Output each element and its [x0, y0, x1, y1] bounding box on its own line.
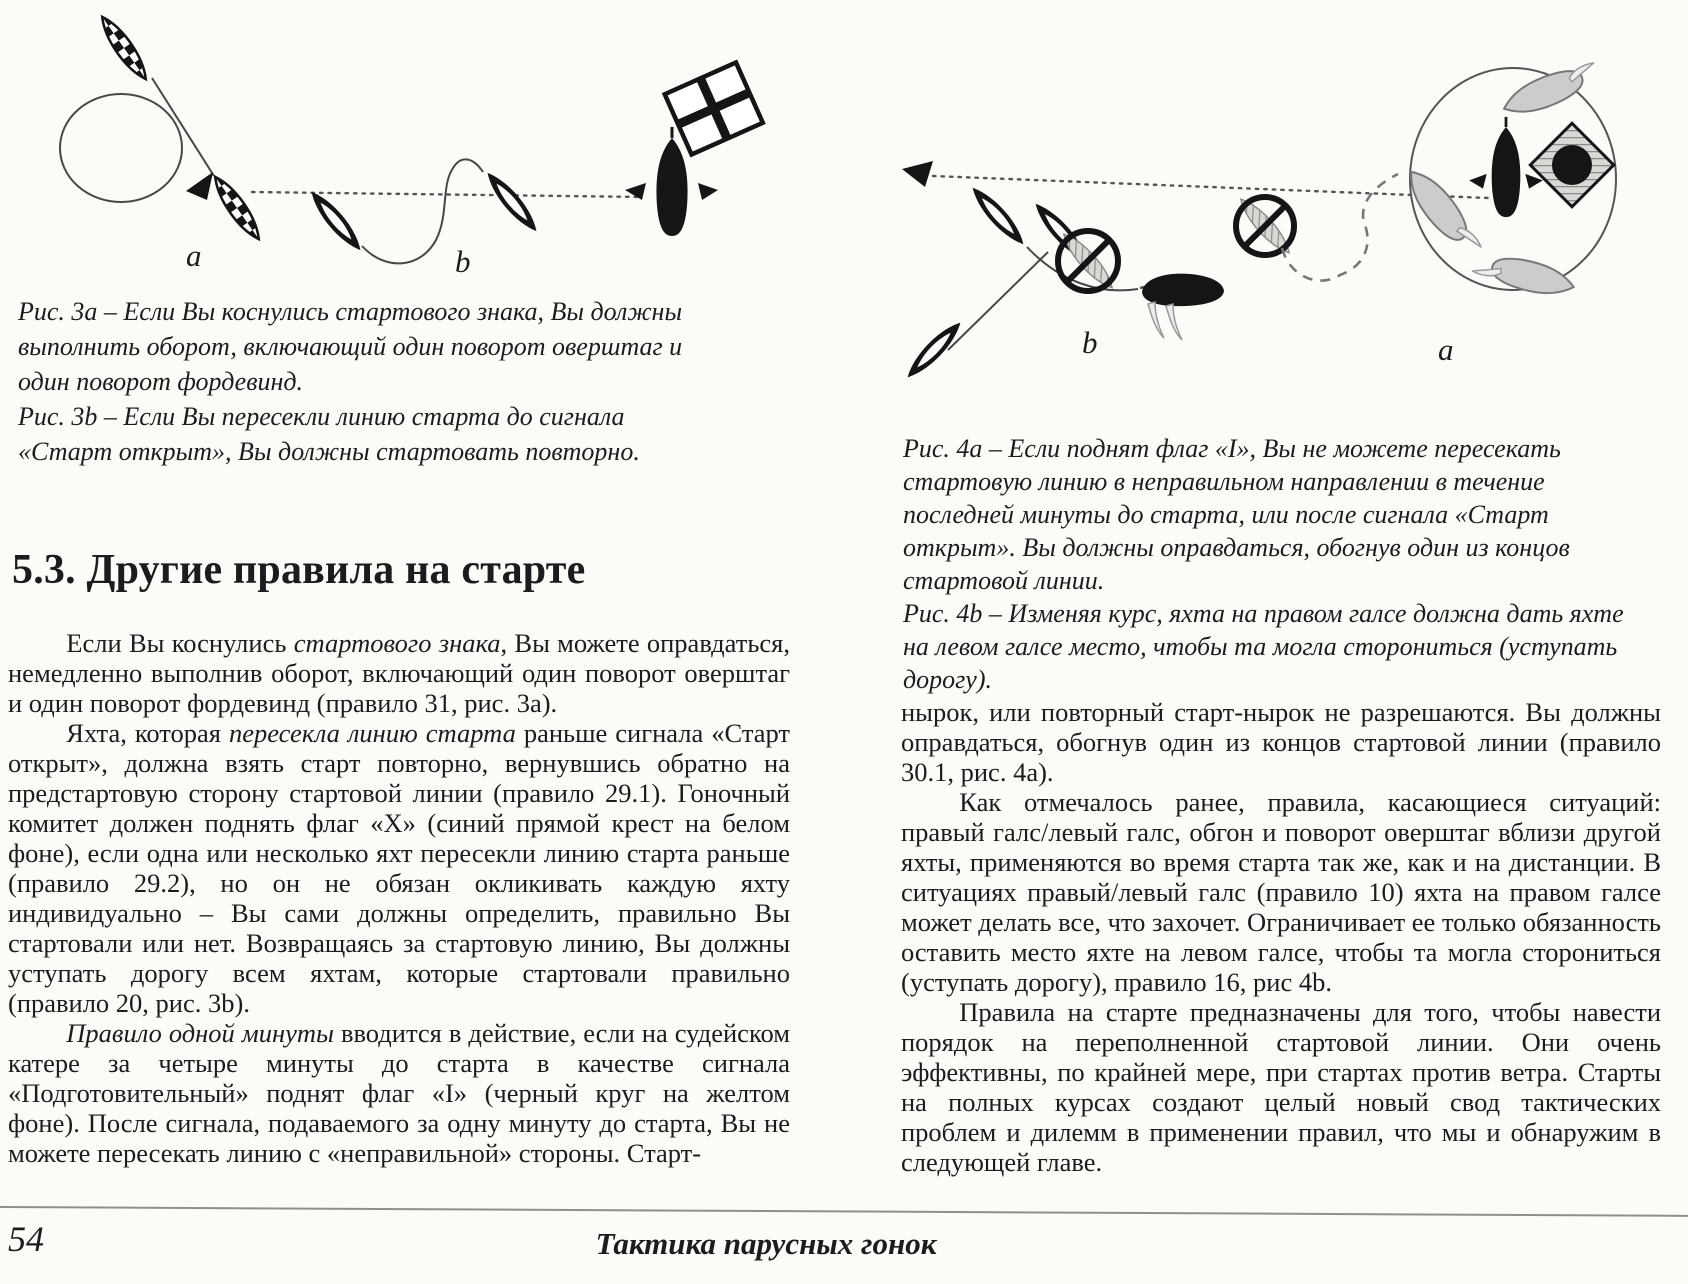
- sailboat-gray-left: [1400, 162, 1487, 261]
- start-line-dotted: [933, 176, 1488, 198]
- right-text-column: [901, 697, 1661, 1177]
- page-number: 54: [8, 1219, 44, 1259]
- figure-4-diagram: [820, 20, 1688, 410]
- sailboat-checkered-upper: [95, 12, 152, 84]
- figure3-caption-a: Рис. 3а – Если Вы коснулись стартового знака, Вы должны выполнить оборот, включающий один поворот оверштаг и один поворот фордевинд.: [18, 297, 683, 396]
- circle-slash-icon: [1058, 229, 1118, 293]
- sailboat-black-1: [966, 182, 1029, 250]
- section-heading: 5.3. Другие правила на старте: [12, 547, 586, 593]
- sailboat-gray-bottom: [1471, 248, 1577, 302]
- circle-slash-icon: [1235, 194, 1295, 258]
- sailboat-black-left: [305, 187, 366, 256]
- penalty-turn-track: [60, 78, 214, 202]
- sailboat-black-3: [902, 317, 967, 383]
- body-paragraph: Яхта, которая пересекла линию старта раньше сигнала «Старт открыт», должна взять старт повторно, вернувшись обратно на предстартовую сторону стартовой линии (правило 29.1). Гоночный комитет должен поднять флаг «Х» (синий прямой крест на белом фоне), если одна или несколько яхт пересекли линию старта раньше (правило 29.2), но он не обязан окликивать каждую яхту индивидуально – Вы сами должны определить, правильно Вы стартовали или нет. Возвращаясь за стартовую линию, Вы должны уступать дорогу всем яхтам, которые стартовали правильно (правило 20, рис. 3b).: [8, 718, 790, 1018]
- running-title: Тактика парусных гонок: [595, 1226, 937, 1261]
- figure3-caption: [18, 294, 714, 469]
- body-paragraph: Если Вы коснулись стартового знака, Вы можете оправдаться, немедленно выполнив оборот, включающий один поворот оверштаг и один поворот фордевинд (правило 31, рис. 3а).: [8, 628, 790, 718]
- figure-3-diagram: [0, 0, 800, 290]
- footer-rule: [0, 1206, 1688, 1217]
- figure3-label-a: a: [186, 238, 202, 273]
- figure3-caption-b: Рис. 3b – Если Вы пересекли линию старта до сигнала «Старт открыт», Вы должны стартовать повторно.: [18, 402, 640, 466]
- x-cross-flag-icon: [665, 62, 763, 154]
- track-line-b: [948, 252, 1048, 350]
- figure4-caption-b: Рис. 4b – Изменяя курс, яхта на правом галсе должна дать яхте на левом галсе место, чтобы та могла сторониться (уступать дорогу).: [903, 599, 1624, 694]
- figure4-label-b: b: [1082, 325, 1098, 360]
- i-flag-black-circle-icon: [1530, 123, 1613, 206]
- body-paragraph: Как отмечалось ранее, правила, касающиеся ситуаций: правый галс/левый галс, обгон и поворот оверштаг вблизи другой яхты, применяются во время старта так же, как и на дистанции. В ситуациях правый/левый галс (правило 10) яхта на правом галсе может делать все, что захочет. Ограничивает ее только обязанность оставить место яхте на левом галсе, чтобы та могла сторониться (уступать дорогу), правило 16, рис 4b.: [901, 787, 1661, 997]
- sailboat-black-on-line: [481, 168, 542, 237]
- figure4-label-a: a: [1438, 332, 1454, 367]
- body-paragraph: нырок, или повторный старт-нырок не разрешаются. Вы должны оправдаться, обогнув один из концов стартовой линии (правило 30.1, рис. 4а).: [901, 697, 1661, 787]
- diving-boat-hull: [1142, 274, 1224, 340]
- sailboat-gray-top: [1498, 57, 1602, 123]
- start-mark-triangle-icon: [186, 172, 213, 200]
- figure4-caption-a: Рис. 4а – Если поднят флаг «I», Вы не можете пересекать стартовую линию в неправильном направлении в течение последней минуты до старта, или после сигнала «Старт открыт». Вы должны оправдаться, обогнув один из концов стартовой линии.: [903, 434, 1570, 595]
- start-line-dotted: [252, 192, 642, 197]
- start-pin-triangle-icon: [902, 161, 933, 187]
- left-text-column: [8, 628, 790, 1168]
- body-paragraph: Правила на старте предназначены для того, чтобы навести порядок на переполненной стартовой линии. Они очень эффективны, по крайней мере, при стартах против ветра. Старты на полных курсах создают целый новый свод тактических проблем и дилемм в применении правил, что мы и обнаружим в следующей главе.: [901, 997, 1661, 1177]
- body-paragraph: Правило одной минуты вводится в действие, если на судейском катере за четыре минуты до старта в качестве сигнала «Подготовительный» поднят флаг «I» (черный круг на желтом фоне). После сигнала, подаваемого за одну минуту до старта, Вы не можете пересекать линию с «неправильной» стороны. Старт-: [8, 1018, 790, 1168]
- figure4-caption: [903, 432, 1645, 696]
- figure3-label-b: b: [455, 244, 471, 279]
- sailboat-checkered-at-mark: [208, 172, 265, 244]
